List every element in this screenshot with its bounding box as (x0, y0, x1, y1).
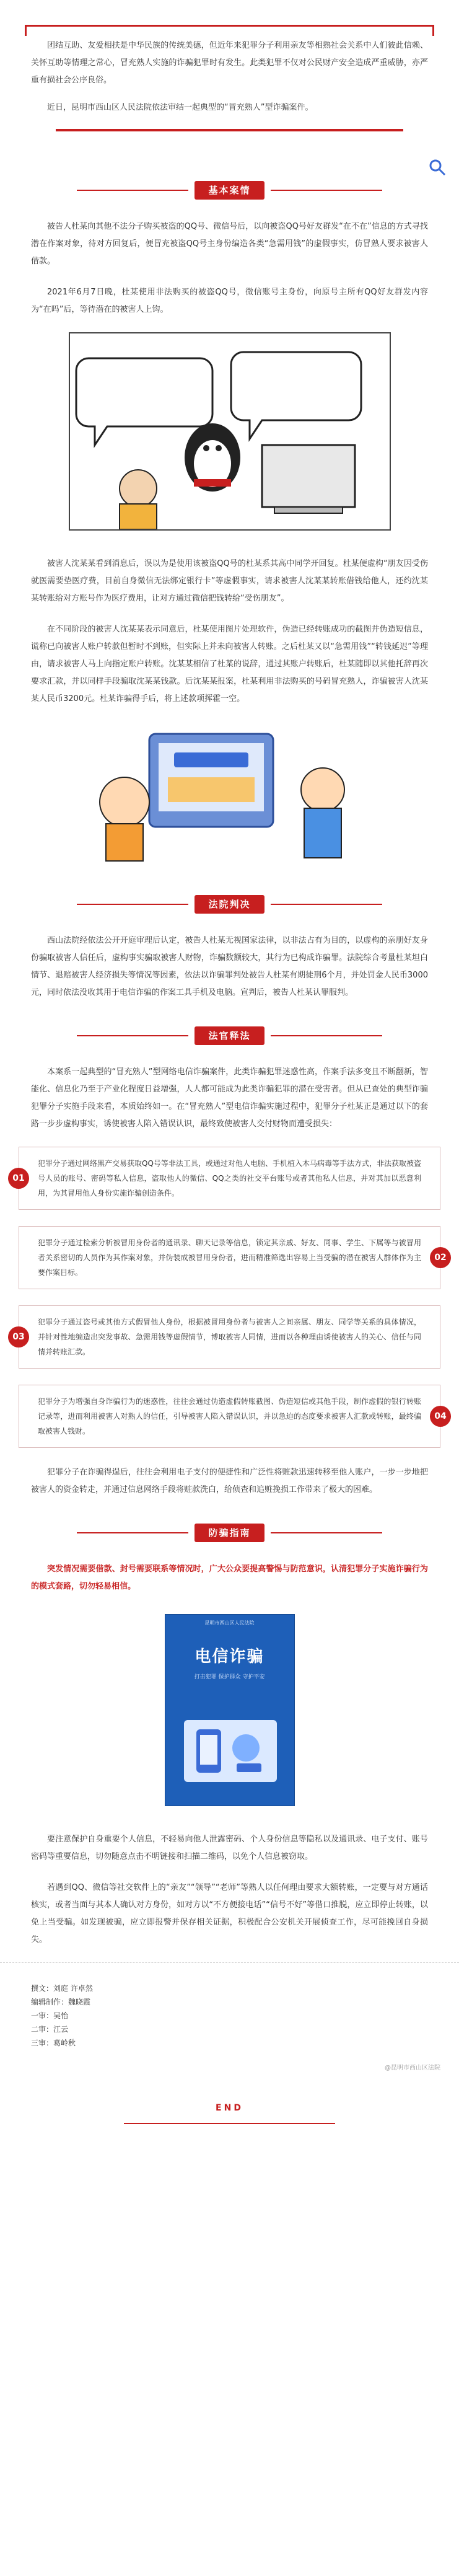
basic-paragraph-3: 被害人沈某某看到消息后，误以为是使用该被盗QQ号的杜某系其高中同学开回复。杜某便虚构“朋友因受伤就医需要垫医疗费，目前自身微信无法绑定银行卡”等虚假事实，请求被害人沈某某转账借钱给他人，还约沈某某转账给对方账号作为医疗费用，让对方通过微信把钱转给“受伤朋友”。 (31, 559, 428, 603)
illustration-qq-scam (75, 721, 385, 870)
step-number-1: 01 (8, 1168, 29, 1189)
intro-bracket (25, 25, 434, 36)
cartoon-image (70, 333, 390, 529)
qq-cartoon-image (75, 721, 385, 870)
step-text-2: 犯罪分子通过检索分析被冒用身份者的通讯录、聊天记录等信息，锁定其亲戚、好友、同事、学生、下属等与被冒用者关系密切的人员作为其作案对象，并伪装成被冒用身份者，进而精准筛选出容易上当受骗的潜在被害人群体作为主要作案目标。 (38, 1238, 421, 1277)
credit-author: 撰文：刘庭 许卓然 (31, 1984, 93, 1993)
step-number-3: 03 (8, 1326, 29, 1348)
intro-paragraph-1: 团结互助、友爱相扶是中华民族的传统美德，但近年来犯罪分子利用亲友等相熟社会关系中人们彼此信赖、关怀互助等情理之常心，冒充熟人实施的诈骗犯罪时有发生。此类犯罪不仅对公民财产安全造成严重威胁，亦严重有损社会公序良俗。 (31, 41, 428, 85)
intro-paragraph-2: 近日，昆明市西山区人民法院依法审结一起典型的“冒充熟人”型诈骗案件。 (47, 103, 313, 112)
section-verdict (0, 895, 459, 914)
basic-paragraph-1: 被告人杜某向其他不法分子购买被盗的QQ号、微信号后，以向被盗QQ号好友群发“在不在”信息的方式寻找潜在作案对象，待对方回复后，便冒充被盗QQ号主身份编造各类“急需用钱”的虚假事实，仿冒熟人要求被害人借款。 (31, 222, 428, 266)
end-mark: END (216, 2103, 243, 2113)
search-icon (428, 158, 447, 177)
anti-fraud-poster (165, 1614, 295, 1806)
section-basic (0, 181, 459, 200)
credit-review-3: 三审：葛岭秋 (31, 2039, 76, 2047)
section-talk (0, 1026, 459, 1045)
step-text-3: 犯罪分子通过盗号或其他方式假冒他人身份，根据被冒用身份者与被害人之间亲属、朋友、同学等关系的具体情况，并针对性地编造出突发事故、急需用钱等虚假情节，博取被害人同情，进而以各种理由诱使被害人的关心、信任与同情并转账汇款。 (38, 1318, 421, 1356)
prevent-paragraph-3: 若遇到QQ、微信等社交软件上的“亲友”“领导”“老师”等熟人以任何理由要求大额转账，一定要与对方通话核实，或者当面与其本人确认对方身份，如对方以“不方便接电话”“信号不好”等借口推脱，应立即停止转账，以免上当受骗。如发现被骗，应立即报警并保存相关证据，积极配合公安机关开展侦查工作，尽可能挽回自身损失。 (31, 1883, 428, 1944)
scam-step-card-2 (19, 1226, 447, 1289)
section-title-verdict: 法院判决 (195, 895, 264, 914)
basic-paragraph-4: 在不同阶段的被害人沈某某表示同意后，杜某使用图片处理软件，伪造已经转账成功的截图并伪造短信息，谎称已向被害人账户转款但暂时不到账，但实际上并未向被害人转账。之后杜某又以“急需用钱”“转钱延迟”等理由，请求被害人马上向指定账户转账。沈某某相信了杜某的说辞，通过其账户转账后，杜某随即以其他托辞再次要求汇款，并以同样手段骗取沈某某钱款。后沈某某报案，杜某利用非法购买的号码冒充熟人，诈骗被害人沈某某人民币3200元。杜某诈骗得手后，将上述款项挥霍一空。 (31, 625, 428, 704)
credit-editor: 编辑制作：魏晓霞 (31, 1998, 91, 2006)
scam-step-card-1 (12, 1147, 440, 1210)
scam-step-card-4 (19, 1385, 447, 1448)
section-title-basic: 基本案情 (195, 181, 264, 200)
intro-box (0, 0, 459, 156)
credit-review-1: 一审：吴怡 (31, 2011, 69, 2020)
prevent-paragraph-2: 要注意保护自身重要个人信息，不轻易向他人泄露密码、个人身份信息等隐私以及通讯录、电子支付、账号密码等重要信息，切勿随意点击不明链接和扫描二维码，以免个人信息被窃取。 (31, 1835, 428, 1861)
poster-subtitle: 打击犯罪 保护群众 守护平安 (194, 1674, 265, 1680)
poster-title: 电信诈骗 (195, 1647, 264, 1666)
step-number-2: 02 (430, 1247, 451, 1268)
poster-illustration (184, 1720, 277, 1782)
section-prevent (0, 1524, 459, 1542)
intro-divider (56, 129, 403, 131)
talk-paragraph-2: 犯罪分子在诈骗得逞后，往往会利用电子支付的便捷性和广泛性将赃款迅速转移至他人账户，一步一步地把被害人的资金转走，并通过信息网络手段将赃款洗白，给侦查和追赃挽损工作带来了极大的困难。 (31, 1468, 428, 1494)
prevent-paragraph-1: 突发情况需要借款、封号需要联系等情况时，广大公众要提高警惕与防范意识，认清犯罪分子实施诈骗行为的模式套路，切勿轻易相信。 (31, 1564, 428, 1591)
verdict-paragraph-1: 西山法院经依法公开开庭审理后认定，被告人杜某无视国家法律，以非法占有为目的，以虚构的亲朋好友身份骗取被害人信任后，虚构事实骗取被害人财物，诈骗数额较大，其行为已构成诈骗罪。法院综合考量杜某坦白情节、退赔被害人经济损失等情况等因素，依法以诈骗罪判处被告人杜某有期徒刑6个月，并处罚金人民币3000元，同时依法没收其用于电信诈骗的作案工具手机及电脑。宣判后，被告人杜某认罪服判。 (31, 936, 428, 997)
step-text-4: 犯罪分子为增强自身诈骗行为的迷惑性，往往会通过伪造虚假转账截图、伪造短信或其他手段，制作虚假的银行转账记录等，进而利用被害人对熟人的信任，引导被害人陷入错误认识，并以急迫的态度要求被害人汇款或转账，最终骗取被害人钱财。 (38, 1397, 421, 1436)
scam-step-card-3 (12, 1305, 440, 1369)
section-title-prevent: 防骗指南 (195, 1524, 264, 1542)
phone-illustration-icon (184, 1720, 277, 1782)
basic-paragraph-2: 2021年6月7日晚，杜某使用非法购买的被盗QQ号，微信账号主身份，向原号主所有QQ好友群发内容为“在吗”后，等待潜在的被害人上钩。 (31, 288, 428, 314)
poster-header: 昆明市西山区人民法院 (204, 1620, 255, 1626)
talk-paragraph-1: 本案系一起典型的“冒充熟人”型网络电信诈骗案件，此类诈骗犯罪迷惑性高，作案手法多变且不断翻新，智能化、信息化乃至于产业化程度日益增强，人人都可能成为此类诈骗犯罪的潜在受害者。但从已查处的典型诈骗犯罪分子实施手段来看，本质始终如一。在“冒充熟人”型电信诈骗实施过程中，犯罪分子杜某正是通过以下的套路一步步虚构事实，诱使被害人陷入错误认识，最终致使被害人交付财物而遭受损失： (31, 1067, 428, 1129)
watermark: @昆明市西山区法院 (385, 2065, 440, 2071)
section-title-talk: 法官释法 (195, 1026, 264, 1045)
credit-review-2: 二审：江云 (31, 2025, 69, 2034)
step-number-4: 04 (430, 1406, 451, 1427)
illustration-borrow-money (69, 332, 391, 531)
credits (0, 1962, 459, 2062)
step-text-1: 犯罪分子通过网络黑产交易获取QQ号等非法工具，或通过对他人电脑、手机植入木马病毒等手法方式，非法获取被盗号人员的账号、密码等私人信息，盗取他人的微信、QQ之类的社交平台账号或者其他私人信息，并对其加以恶意利用，为其冒用他人身份实施诈骗创造条件。 (38, 1159, 421, 1198)
